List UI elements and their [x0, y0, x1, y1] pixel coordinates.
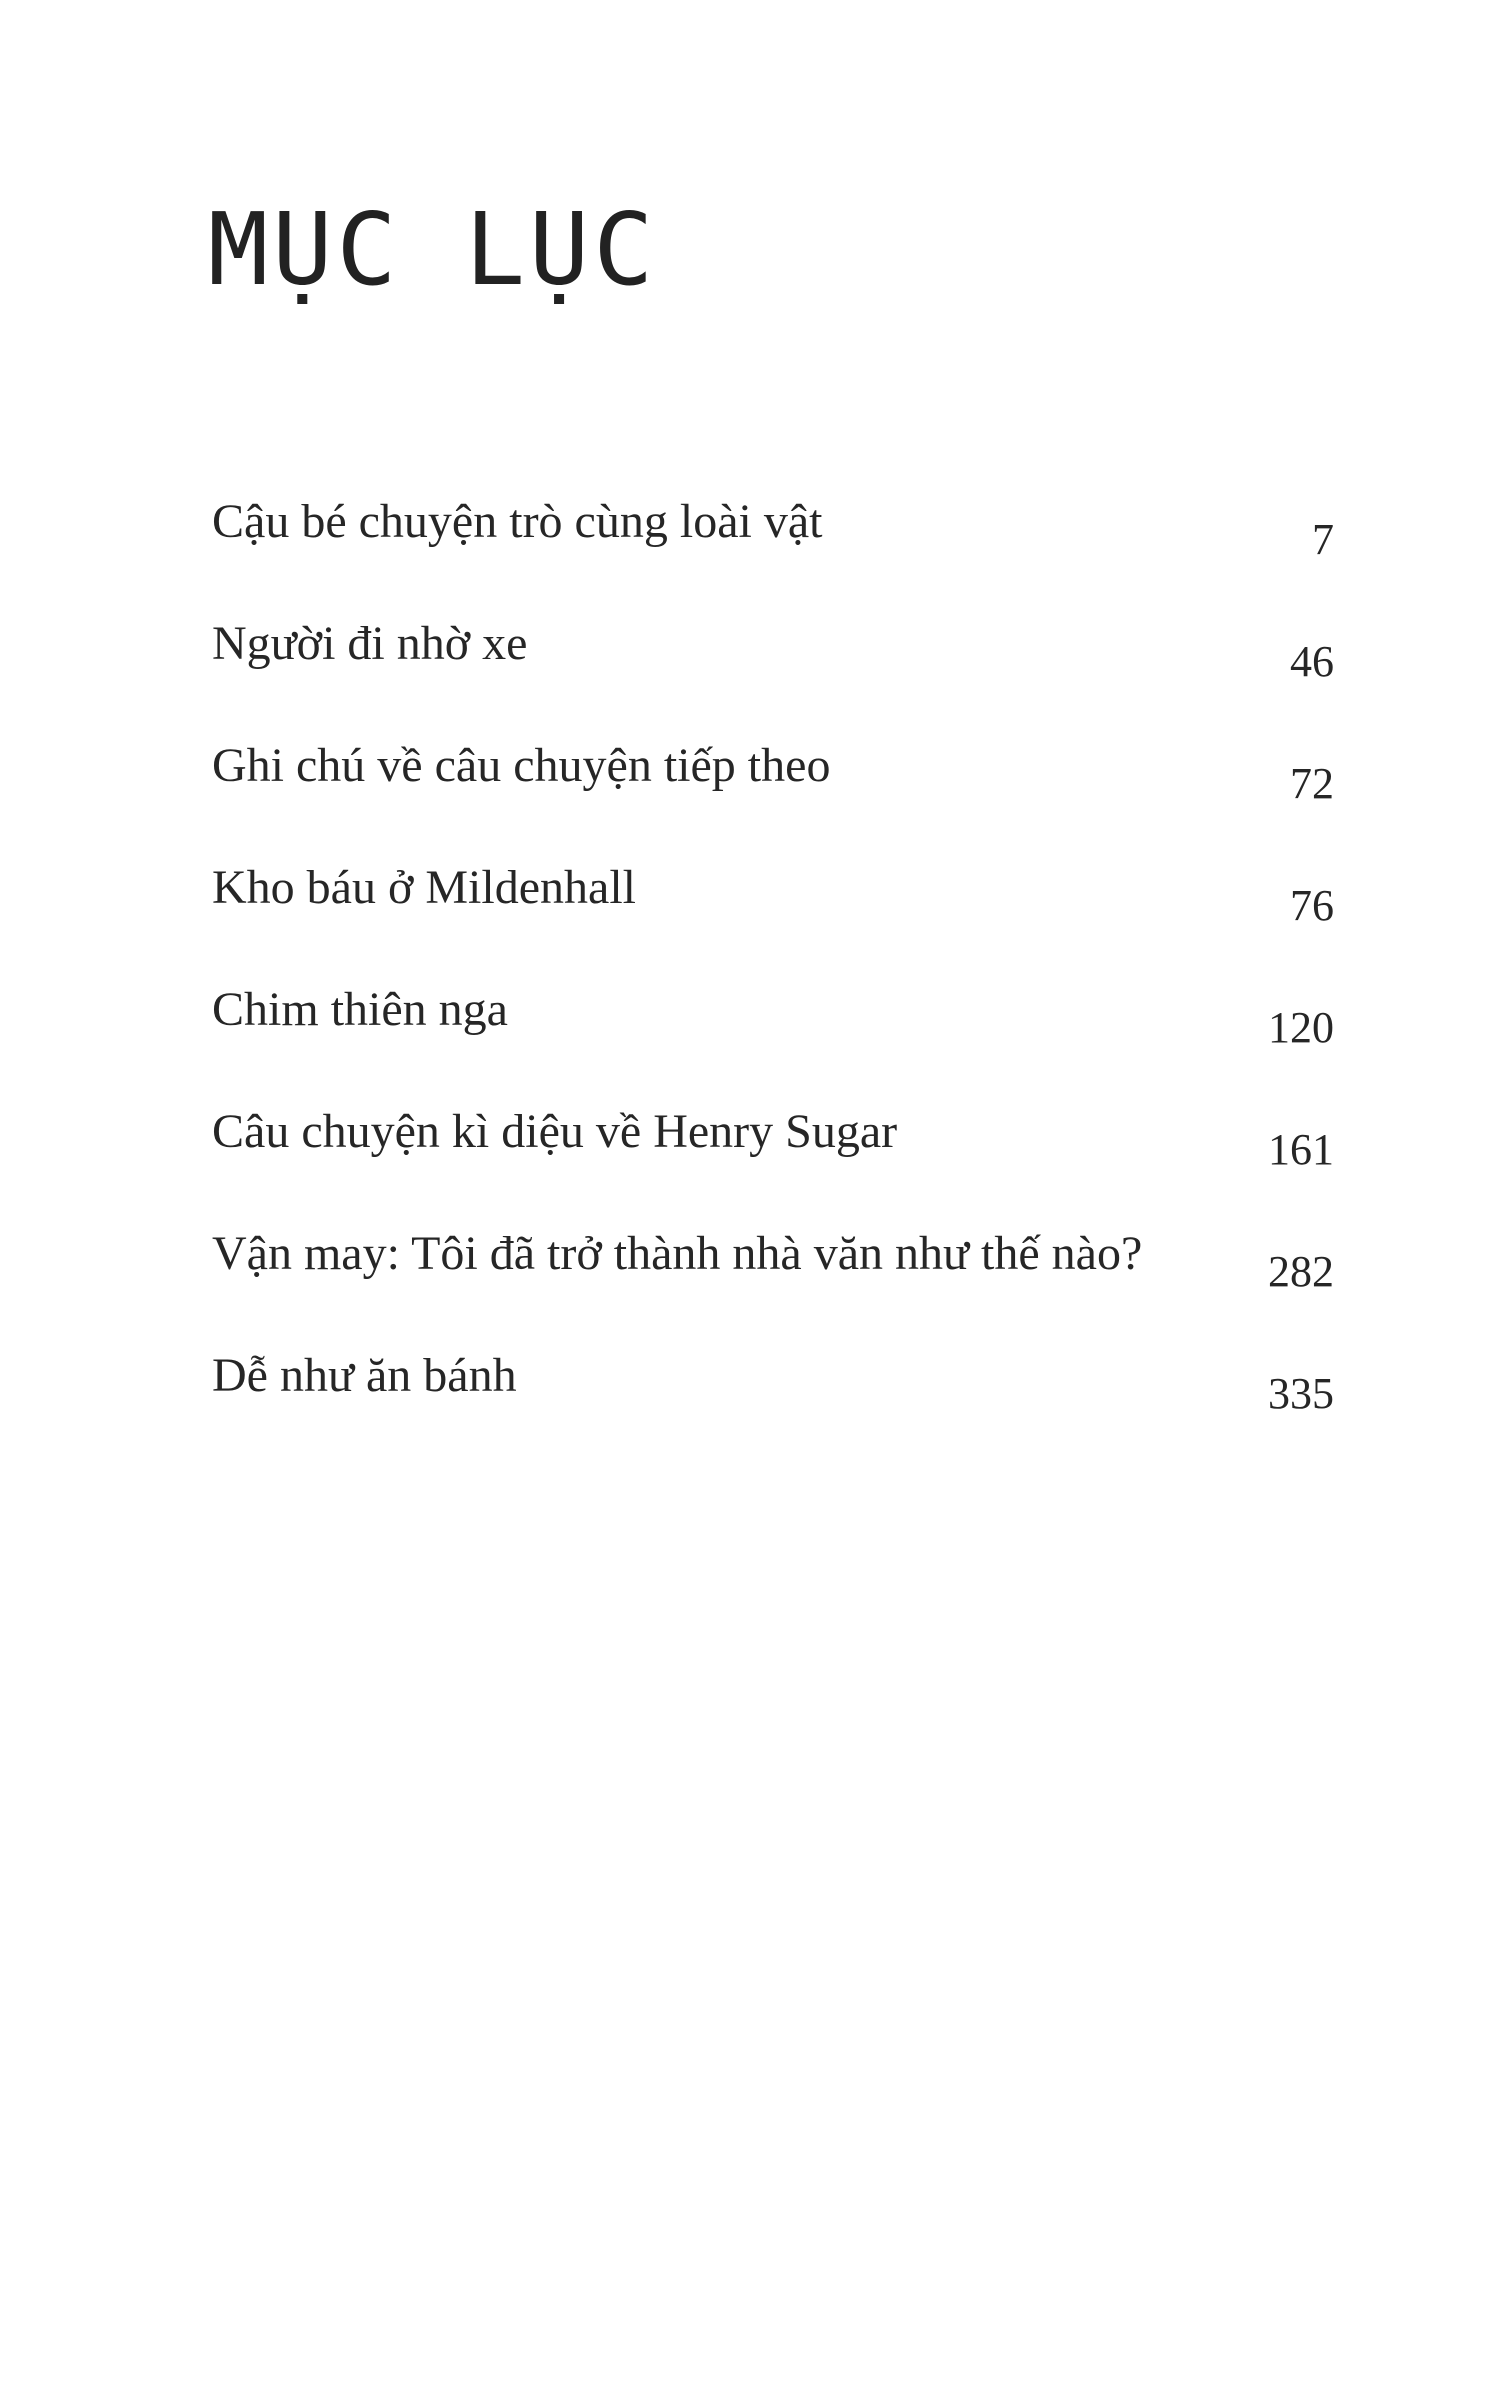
toc-entry: [212, 1224, 1334, 1346]
toc-entry-page-number: 76: [1290, 881, 1334, 930]
toc-entry-page-number: 282: [1268, 1247, 1334, 1296]
toc-entry: [212, 1346, 1334, 1468]
toc-entry: [212, 980, 1334, 1102]
toc-entry: [212, 858, 1334, 980]
table-of-contents: [212, 492, 1334, 1468]
toc-entry: [212, 492, 1334, 614]
toc-entry-page-number: 120: [1268, 1003, 1334, 1052]
toc-entry-title: Cậu bé chuyện trò cùng loài vật: [212, 495, 823, 548]
toc-entry-title: Kho báu ở Mildenhall: [212, 861, 636, 914]
toc-entry-title: Người đi nhờ xe: [212, 617, 528, 670]
toc-entry-page-number: 335: [1268, 1369, 1334, 1418]
toc-entry-title: Chim thiên nga: [212, 983, 508, 1036]
toc-entry: [212, 1102, 1334, 1224]
toc-entry: [212, 736, 1334, 858]
toc-entry-page-number: 46: [1290, 637, 1334, 686]
toc-entry-page-number: 7: [1312, 515, 1334, 564]
toc-entry-title: Ghi chú về câu chuyện tiếp theo: [212, 739, 831, 792]
toc-entry-title: Câu chuyện kì diệu về Henry Sugar: [212, 1105, 898, 1158]
toc-entry-title: Dễ như ăn bánh: [212, 1349, 517, 1402]
toc-entry-page-number: 161: [1268, 1125, 1334, 1174]
toc-entry-title: Vận may: Tôi đã trở thành nhà văn như thế nào?: [212, 1227, 1143, 1280]
toc-entry: [212, 614, 1334, 736]
page-title: MỤC LỤC: [208, 191, 658, 308]
toc-entry-page-number: 72: [1290, 759, 1334, 808]
